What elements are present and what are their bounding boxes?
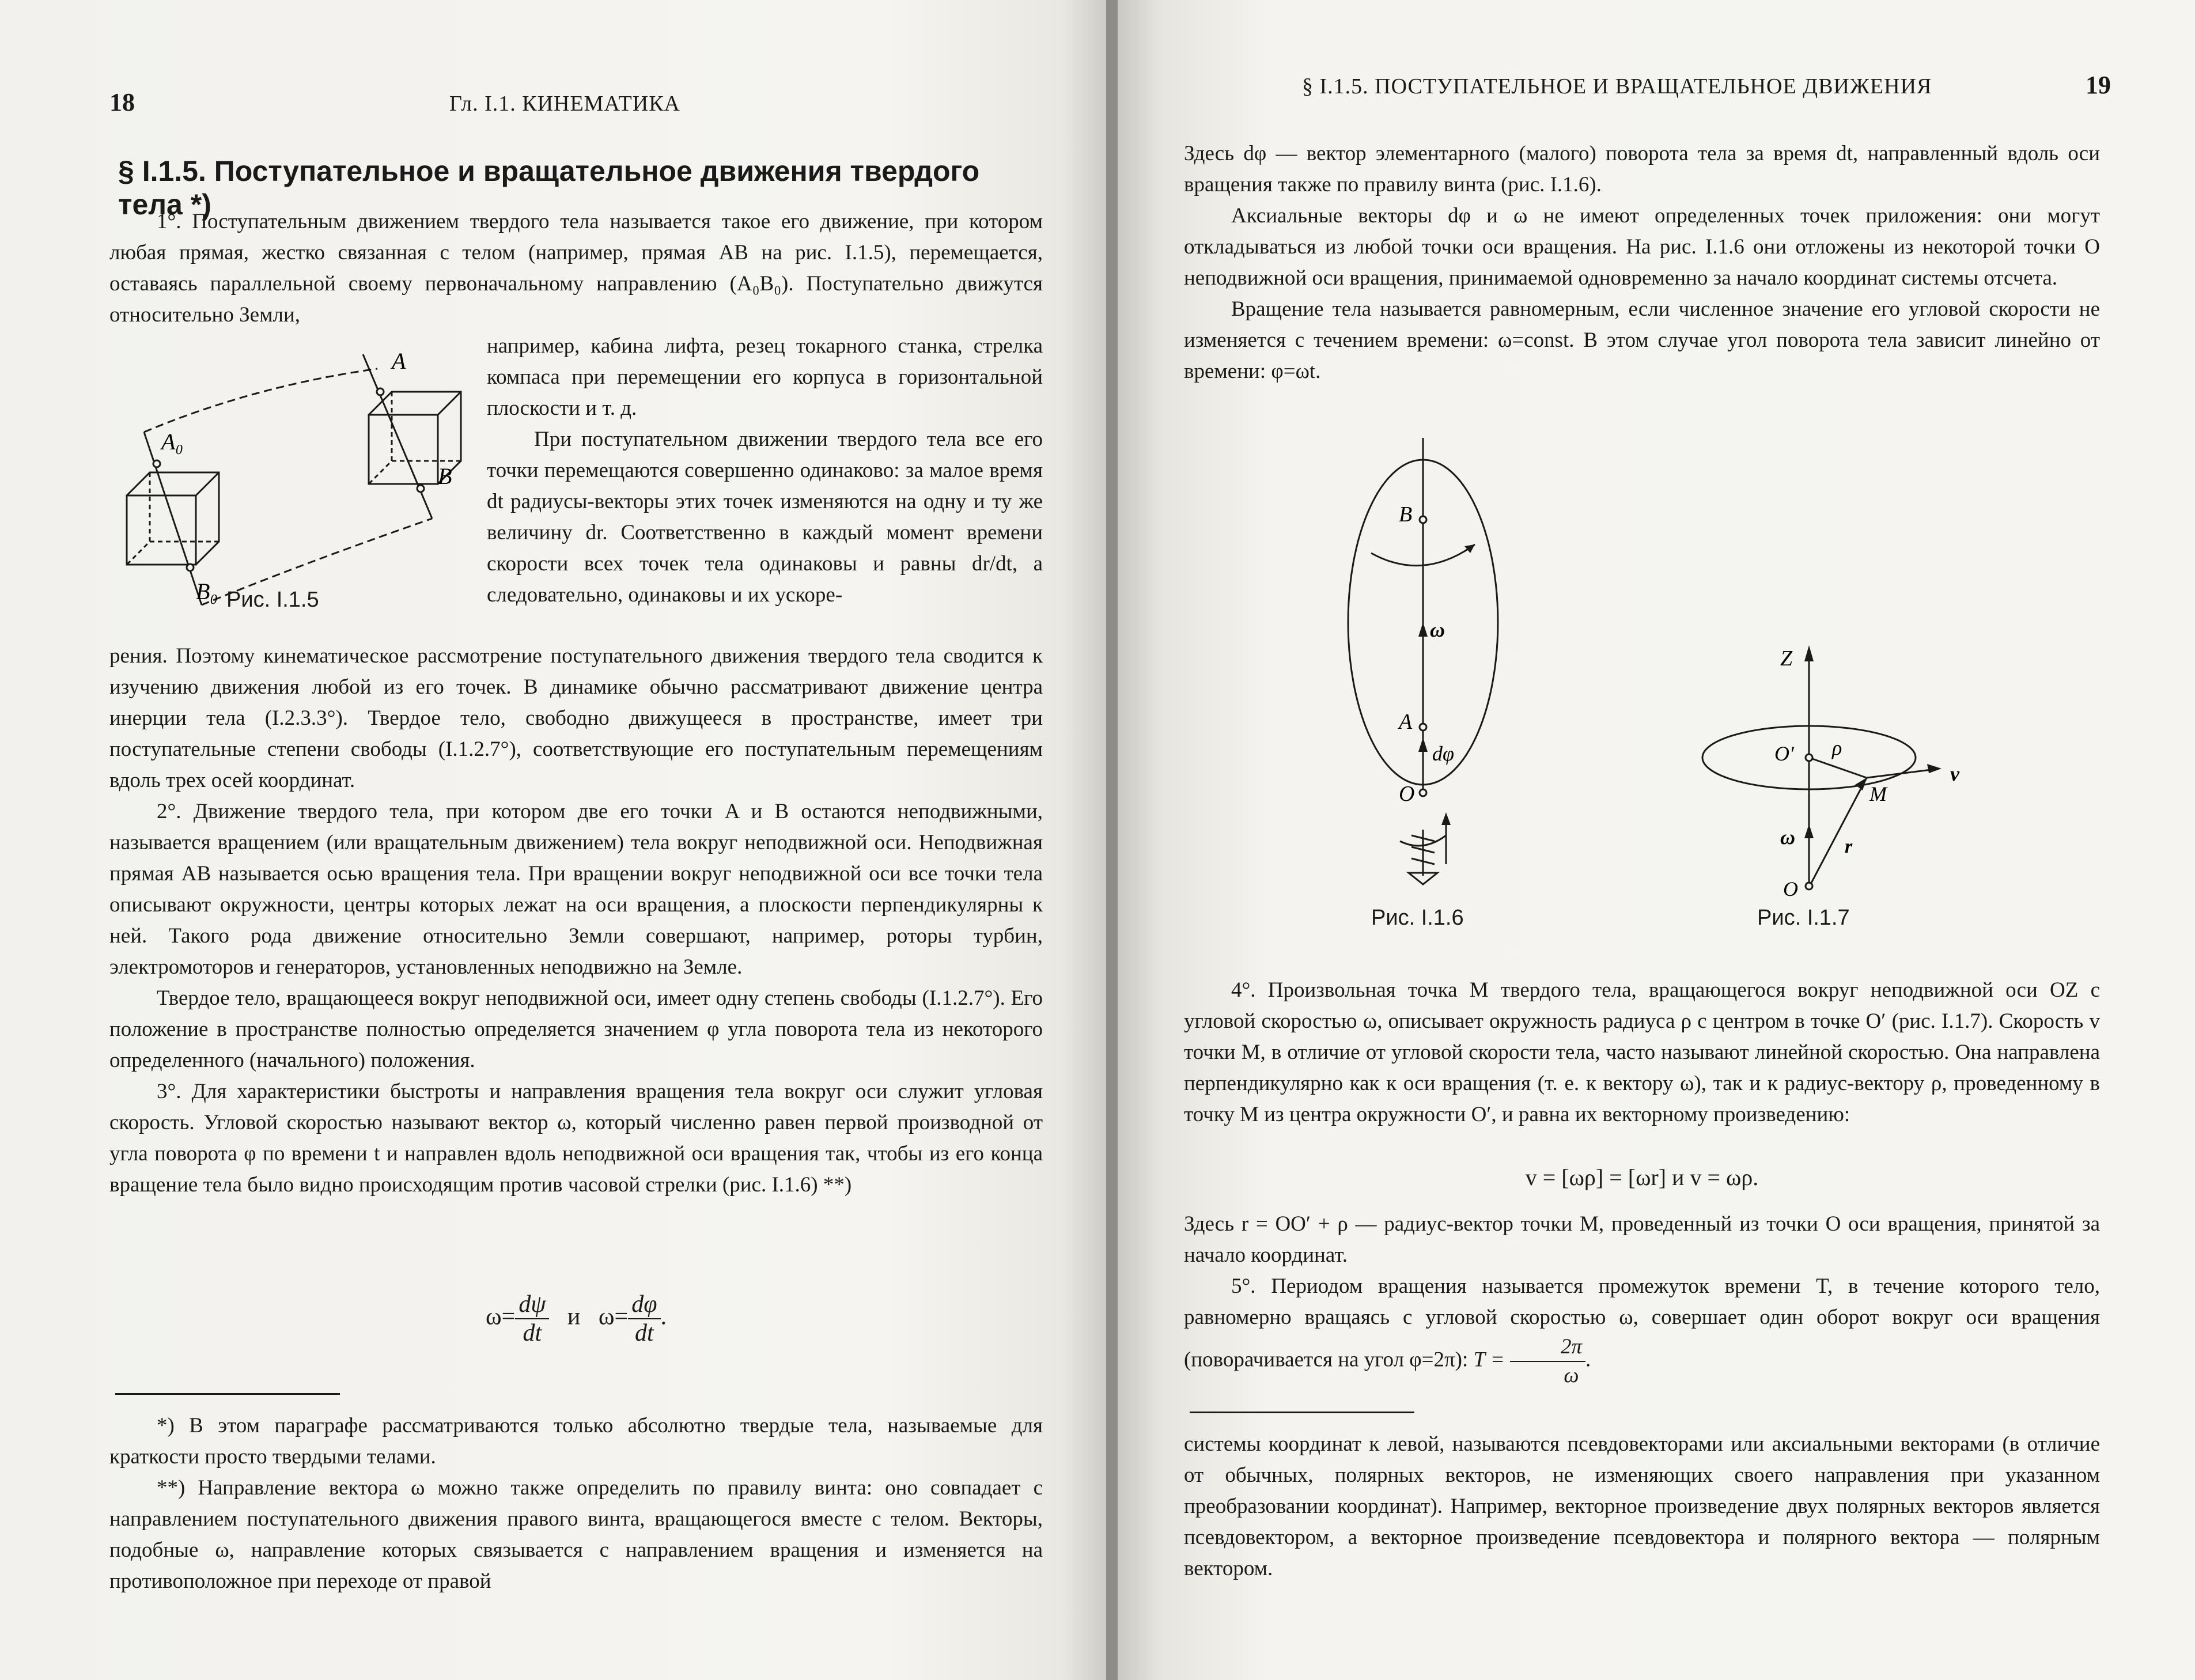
figure-1-1-5-caption: Рис. I.1.5 [226, 588, 319, 612]
fig6-label-dphi: dφ [1432, 742, 1454, 765]
footnotes-left [109, 1410, 1043, 1597]
formula-period: . [660, 1303, 667, 1330]
figure-1-1-6-drawing [1337, 438, 1509, 899]
figure-1-1-7 [1694, 640, 1970, 905]
fraction-2-numerator: dφ [628, 1291, 660, 1319]
book-gutter [1106, 0, 1118, 1680]
right-middle-body [1184, 975, 2100, 1130]
fig7-label-o-prime: O′ [1774, 742, 1794, 765]
period-fraction [1510, 1333, 1585, 1390]
label-b: B [438, 463, 452, 489]
fig7-z-arrowhead [1804, 645, 1814, 661]
page-number-left: 18 [109, 88, 135, 116]
fig6-label-omega: ω [1430, 618, 1445, 641]
running-head-right: § I.1.5. ПОСТУПАТЕЛЬНОЕ И ВРАЩАТЕЛЬНОЕ ДВИЖЕНИЯ [1302, 74, 1932, 99]
label-b0: B₀ [196, 578, 218, 604]
figure-1-1-6 [1337, 438, 1509, 899]
right-paragraph-1: Здесь dφ — вектор элементарного (малого) поворота тела за время dt, направленный вдоль оси вращения также по правилу винта (рис. I.1.6). [1184, 142, 2100, 196]
paragraph-1-side-a: например, кабина лифта, резец токарного станка, стрелка компаса при перемещении его корпуса в горизонтальной плоскости и т. д. [487, 334, 1043, 420]
right-paragraph-5: Здесь r = OO′ + ρ — радиус-вектор точки M, проведенный из точки O оси вращения, принятой за начало координат. [1184, 1212, 2100, 1267]
figure-1-1-6-caption: Рис. I.1.6 [1371, 906, 1464, 930]
paragraph-1-side-b: При поступательном движении твердого тела все его точки перемещаются совершенно одинаково: за малое время dt радиусы-векторы этих точек изменяются на одну и ту же величину dr. Соответственно в каждый момент времени скорости всех точек тела одинаковы и равны dr/dt, а следовательно, одинаковы и их ускоре- [487, 427, 1043, 607]
point-a-marker [377, 388, 384, 395]
dphi-arrowhead [1418, 737, 1428, 752]
fig7-label-o: O [1783, 877, 1798, 900]
period-end: . [1585, 1348, 1591, 1372]
fraction-1 [515, 1291, 549, 1347]
period-denominator: ω [1564, 1364, 1579, 1387]
formula-lhs-1: ω= [485, 1303, 516, 1330]
omega-arrowhead [1418, 622, 1428, 637]
fig7-point-o-prime [1806, 754, 1812, 761]
right-paragraph-3: Вращение тела называется равномерным, если численное значение его угловой скорости не изменяется с течением времени: ω=const. В этом случае угол поворота тела зависит линейно от времени: φ=ωt. [1184, 297, 2100, 383]
paragraph-1-bottom: рения. Поэтому кинематическое рассмотрение поступательного движения твердого тела сводится к изучению движения любой из его точек. В динамике обычно рассматривают движение центра инерции тела (I.2.3.3°). Твердое тело, свободно движущееся в пространстве, имеет три поступательные степени свободы (I.1.2.7°), соответствующие его поступательным перемещениям вдоль трех осей координат. [109, 644, 1043, 792]
right-paragraph-6 [1184, 1271, 2100, 1390]
fig7-label-omega: ω [1780, 826, 1796, 849]
formula-angular-velocity [109, 1291, 1043, 1347]
fig6-label-o: O [1399, 782, 1415, 806]
fig7-label-z: Z [1780, 646, 1793, 671]
running-head-left: Гл. I.1. КИНЕМАТИКА [449, 92, 681, 116]
footnote-divider-left [115, 1393, 340, 1395]
fig7-label-r: r [1845, 836, 1853, 857]
left-main-body [109, 641, 1043, 1201]
label-a0: A₀ [161, 429, 184, 455]
formula-conjunction: и [567, 1303, 581, 1330]
right-lower-body [1184, 1209, 2100, 1390]
footnote-divider-right [1190, 1412, 1414, 1413]
fig7-label-m: M [1869, 782, 1887, 805]
fraction-1-numerator: dψ [515, 1291, 549, 1319]
fraction-2 [628, 1291, 660, 1347]
paragraph-2: 2°. Движение твердого тела, при котором две его точки A и B остаются неподвижными, называется вращением (или вращательным движением) тела вокруг неподвижной оси. Неподвижная прямая AB называется осью вращения тела. При вращении вокруг неподвижной оси все точки тела описывают окружности, центры которых лежат на оси вращения, а плоскости перпендикулярны к ней. Такого рода движение относительно Земли совершают, например, роторы турбин, электромоторов и генераторов, установленных неподвижно на Земле. [109, 800, 1043, 979]
point-b-marker [417, 485, 424, 492]
right-top-body [1184, 138, 2100, 387]
footnote-2: **) Направление вектора ω можно также определить по правилу винта: оно совпадает с направлением поступательного движения правого винта, вращающегося вместе с телом. Векторы, подобные ω, направление которых связывается с направлением вращения и изменяется на противоположное при переходе от правой [109, 1476, 1043, 1593]
fraction-2-denominator: dt [635, 1320, 654, 1346]
footnote-continuation [1184, 1429, 2100, 1584]
page-number-right: 19 [2086, 71, 2111, 99]
fig6-point-o [1420, 789, 1426, 796]
point-b0-marker [187, 564, 194, 571]
figure-1-1-7-caption: Рис. I.1.7 [1757, 906, 1850, 930]
footnote-1: *) В этом параграфе рассматриваются только абсолютно твердые тела, называемые для краткости просто твердыми телами. [109, 1414, 1043, 1469]
fig7-point-o [1806, 883, 1812, 890]
point-a0-marker [153, 460, 160, 467]
formula-linear-velocity: v = [ωρ] = [ωr] и v = ωρ. [1525, 1164, 1759, 1190]
formula-lhs-2: ω= [598, 1303, 629, 1330]
figure-1-1-5 [109, 334, 467, 628]
left-side-column [487, 331, 1043, 611]
paragraph-3: Твердое тело, вращающееся вокруг неподвижной оси, имеет одну степень свободы (I.1.2.7°). Его положение в пространстве полностью определяется значением φ угла поворота тела из некоторого определенного (начального) положения. [109, 986, 1043, 1072]
period-numerator: 2π [1510, 1333, 1585, 1362]
section-title: § I.1.5. Поступательное и вращательное движения твердого тела *) [118, 155, 980, 221]
label-a: A [392, 348, 406, 374]
right-page [1118, 0, 2195, 1680]
footnote-2-continued: системы координат к левой, называются псевдовекторами или аксиальными векторами (в отличие от обычных, полярных векторов, не изменяющих своего направления при указанном преобразовании координат). Например, векторное произведение двух полярных векторов является псевдовектором, а векторное произведение псевдовектора и полярного вектора — полярным вектором. [1184, 1432, 2100, 1580]
fig6-point-b [1420, 516, 1426, 523]
right-paragraph-6-text: 5°. Периодом вращения называется промежуток времени T, в течение которого тело, равномерно вращаясь с угловой скоростью ω, совершает один оборот вокруг оси вращения (поворачивается на угол φ=2π): [1184, 1274, 2100, 1372]
right-paragraph-4: 4°. Произвольная точка M твердого тела, вращающегося вокруг неподвижной оси OZ с угловой скоростью ω, описывает окружность радиуса ρ с центром в точке O′ (рис. I.1.7). Скорость v точки M, в отличие от угловой скорости тела, часто называют линейной скоростью. Она направлена перпендикулярно как к оси вращения (т. е. к вектору ω), так и к радиус-вектору ρ, проведенному в точку M из центра окружности O′, и равна их векторному произведению: [1184, 978, 2100, 1126]
fig6-label-b: B [1399, 502, 1413, 527]
rotation-arrowhead [1464, 544, 1475, 553]
fig7-label-v: v [1950, 762, 1959, 785]
right-paragraph-2: Аксиальные векторы dφ и ω не имеют определенных точек приложения: они могут откладываться из любой точки оси вращения. На рис. I.1.6 они отложены из некоторой точки O неподвижной оси вращения, принимаемой одновременно за начало координат системы отсчета. [1184, 204, 2100, 290]
screw-arrowhead [1441, 812, 1451, 825]
paragraph-4: 3°. Для характеристики быстроты и направления вращения тела вокруг оси служит угловая скорость. Угловой скоростью называют вектор ω, который численно равен первой производной от угла поворота φ по времени t и направлен вдоль неподвижной оси вращения так, чтобы из его конца вращение тела было видно происходящим против часовой стрелки (рис. I.1.6) **) [109, 1080, 1043, 1197]
paragraph-1-top: 1°. Поступательным движением твердого тела называется такое его движение, при котором любая прямая, жестко связанная с телом (например, прямая AB на рис. I.1.5), перемещается, оставаясь параллельной своему первоначальному направлению (A₀B₀). Поступательно движутся относительно Земли, [109, 210, 1043, 327]
figure-1-1-5-drawing [109, 334, 467, 628]
fig7-label-rho: ρ [1832, 736, 1842, 759]
left-para1-top [109, 206, 1043, 331]
fraction-1-denominator: dt [523, 1320, 542, 1346]
fig7-omega-arrowhead [1804, 824, 1814, 838]
period-lhs: T = [1473, 1348, 1505, 1372]
fig6-label-a: A [1399, 710, 1413, 734]
fig6-point-a [1420, 724, 1426, 731]
fig7-v-arrowhead [1927, 764, 1942, 773]
figure-1-1-7-drawing [1694, 640, 1970, 905]
